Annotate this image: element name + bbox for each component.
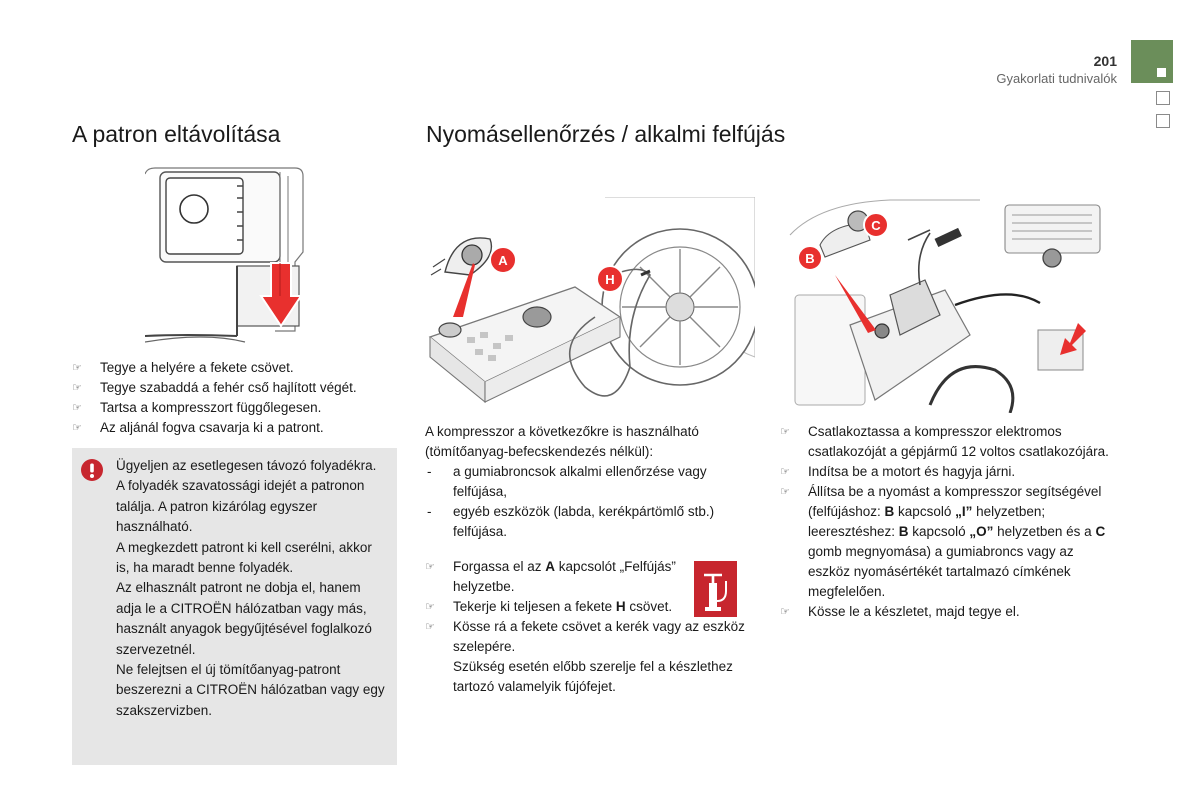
section-title-cartridge: A patron eltávolítása xyxy=(72,121,281,147)
warning-paragraph: Ne felejtsen el új tömítőanyag-patront beszerezni a CITROËN hálózatban vagy egy szakszervizben. xyxy=(116,662,385,718)
chapter-tab-3[interactable] xyxy=(1156,114,1170,128)
warning-box xyxy=(72,448,397,765)
warning-paragraph: Az elhasznált patront ne dobja el, hanem adja le a CITROËN hálózatban vagy más, használt anyagok begyűjtésével foglalkozó szervezetnél. xyxy=(116,580,372,657)
chapter-tab-2[interactable] xyxy=(1156,91,1170,105)
pressure-steps-list xyxy=(780,422,1110,622)
warning-paragraph: A megkezdett patront ki kell cserélni, akkor is, ha maradt benne folyadék. xyxy=(116,539,372,576)
list-item: ☞ Indítsa be a motort és hagyja járni. xyxy=(780,462,1110,482)
list-item: - a gumiabroncsok alkalmi ellenőrzése vagy felfújása, xyxy=(425,462,760,502)
compressor-wheel-illustration xyxy=(425,197,755,412)
chapter-tab-active[interactable] xyxy=(1131,40,1173,83)
note: Szükség esetén előbb szerelje fel a készlethez tartozó valamelyik fújófejet. xyxy=(453,659,733,694)
list-item: ☞ Tegye szabaddá a fehér cső hajlított végét. xyxy=(72,378,402,398)
cartridge-removal-illustration xyxy=(145,166,305,346)
list-item: - egyéb eszközök (labda, kerékpártömlő stb.) felfújása. xyxy=(425,502,760,542)
list-item: ☞ Csatlakoztassa a kompresszor elektromos csatlakozóját a gépjármű 12 voltos csatlakozójára. xyxy=(780,422,1110,462)
key-b: B xyxy=(898,524,909,539)
list-item: ☞ Tegye a helyére a fekete csövet. xyxy=(72,358,402,378)
list-item: ☞ Állítsa be a nyomást a kompresszor segítségével (felfújáshoz: B kapcsoló „I” helyzetben; leeresztéshez: B kapcsoló „O” helyzetben és a C gomb megnyomása) a gumiabroncs vagy az eszköz nyomásértékét tartalmazó címkének megfelelően. xyxy=(780,482,1110,602)
list-item: ☞ Az aljánál fogva csavarja ki a patront. xyxy=(72,418,402,438)
label-b: B xyxy=(805,251,815,266)
pump-icon xyxy=(694,561,737,617)
section-label: Gyakorlati tudnivalók xyxy=(996,71,1117,86)
tab-marker xyxy=(1157,68,1166,77)
warning-paragraph: A folyadék szavatossági idejét a patronon találja. A patron kizárólag egyszer használható. xyxy=(116,478,365,535)
section-title-pressure: Nyomásellenőrzés / alkalmi felfújás xyxy=(426,121,786,147)
warning-paragraph: Ügyeljen az esetlegesen távozó folyadékra. xyxy=(116,458,377,473)
label-c: C xyxy=(871,218,881,233)
page-number: 201 xyxy=(1093,53,1117,69)
key-b: B xyxy=(884,504,895,519)
position-i: „I” xyxy=(955,504,973,519)
key-c: C xyxy=(1095,524,1106,539)
list-item: ☞ Kösse rá a fekete csövet a kerék vagy az eszköz szelepére. Szükség esetén előbb szerelje fel a készlethez tartozó valamelyik fújófejet. xyxy=(425,617,755,697)
cartridge-steps-list xyxy=(72,358,402,438)
label-h: H xyxy=(605,272,615,287)
dashboard-connection-illustration xyxy=(780,195,1103,413)
key-h: H xyxy=(615,599,626,614)
list-item: ☞ Tekerje ki teljesen a fekete H csövet. xyxy=(425,597,693,617)
label-a: A xyxy=(498,253,508,268)
list-item: ☞ Kösse le a készletet, majd tegye el. xyxy=(780,602,1110,622)
list-item: ☞ Tartsa a kompresszort függőlegesen. xyxy=(72,398,402,418)
position-o: „O” xyxy=(969,524,994,539)
warning-text xyxy=(116,456,388,721)
list-item: ☞ Forgassa el az A kapcsolót „Felfújás” helyzetbe. xyxy=(425,557,693,597)
key-a: A xyxy=(545,559,556,574)
warning-icon xyxy=(81,459,103,481)
compressor-uses xyxy=(425,422,760,542)
intro-paragraph: A kompresszor a következőkre is használható (tömítőanyag-befecskendezés nélkül): xyxy=(425,424,699,459)
uses-list xyxy=(425,462,760,542)
